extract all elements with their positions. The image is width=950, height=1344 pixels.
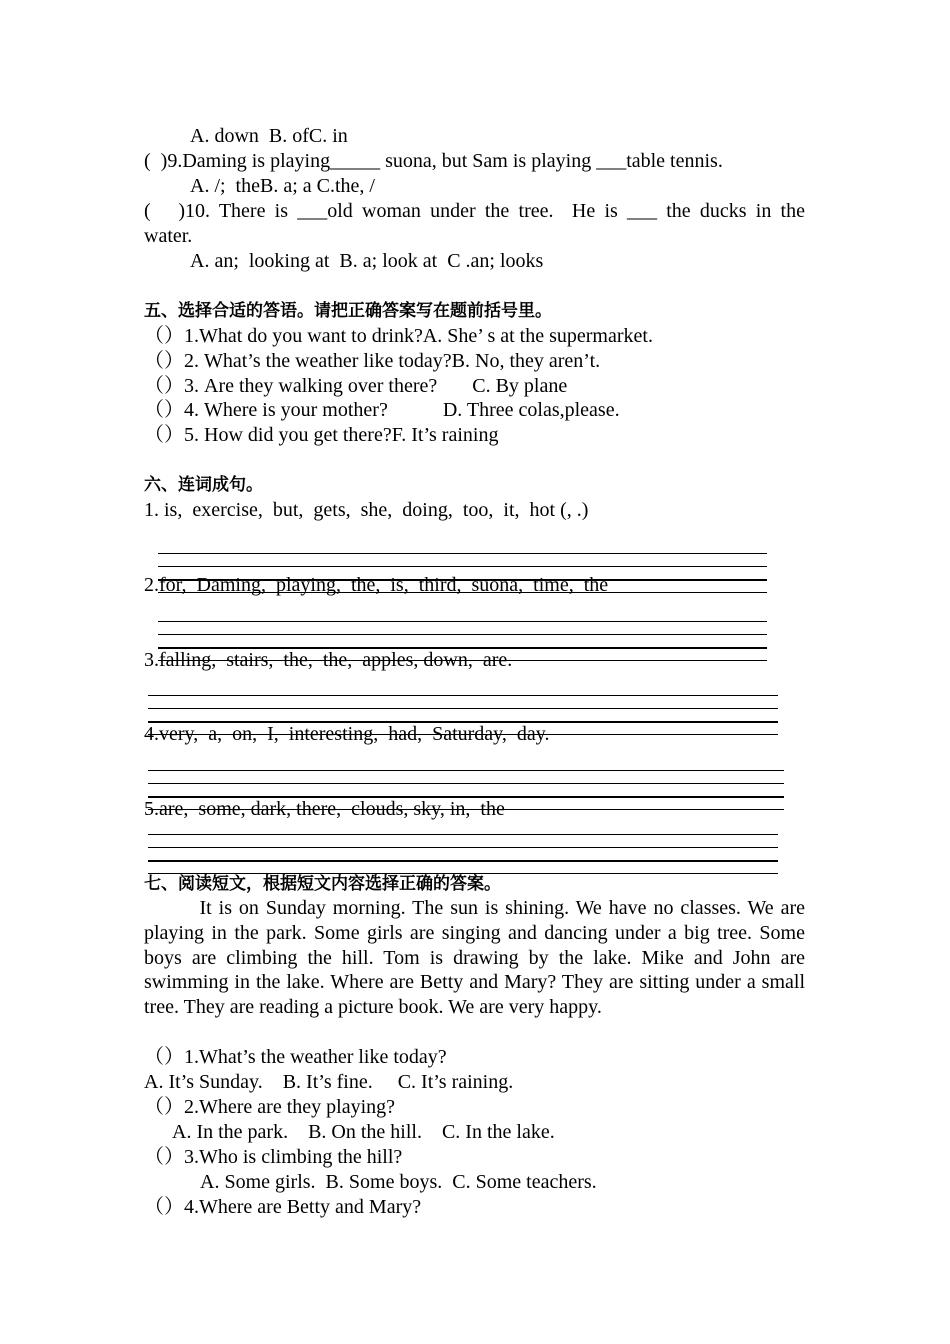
answer-line	[158, 634, 767, 635]
answer-line	[148, 708, 778, 709]
section6-item: 5.are, some, dark, there, clouds, sky, in, the	[144, 798, 505, 820]
section6-item: 3.falling, stairs, the, the, apples, down, are.	[144, 649, 513, 671]
section5-title: 五、选择合适的答语。请把正确答案写在题前括号里。	[144, 301, 552, 321]
section5-item: （）3. Are they walking over there? C. By plane	[144, 375, 568, 397]
answer-line	[158, 621, 767, 622]
reading-q1-options: A. It’s Sunday. B. It’s fine. C. It’s raining.	[144, 1071, 514, 1093]
reading-q1: （）1.What’s the weather like today?	[144, 1046, 447, 1068]
reading-q2-options: A. In the park. B. On the hill. C. In the lake.	[172, 1121, 555, 1143]
section5-item: （）4. Where is your mother? D. Three colas,please.	[144, 399, 620, 421]
answer-line	[158, 553, 767, 554]
q10-question-line1: ( )10. There is ___old woman under the tree. He is ___ the ducks in the	[144, 200, 805, 222]
section6-item: 2.for, Daming, playing, the, is, third, suona, time, the	[144, 574, 609, 596]
reading-q3: （）3.Who is climbing the hill?	[144, 1146, 403, 1168]
q8-options: A. down B. ofC. in	[190, 125, 348, 147]
reading-q2: （）2.Where are they playing?	[144, 1096, 396, 1118]
q10-options: A. an; looking at B. a; look at C .an; looks	[190, 250, 544, 272]
section6-item: 4.very, a, on, I, interesting, had, Saturday, day.	[144, 723, 550, 745]
reading-q3-options: A. Some girls. B. Some boys. C. Some teachers.	[200, 1171, 597, 1193]
answer-line	[148, 860, 778, 862]
answer-line	[158, 566, 767, 567]
answer-line	[148, 695, 778, 696]
reading-passage: It is on Sunday morning. The sun is shining. We have no classes. We are playing in the park. Some girls are singing and dancing under a big tree. Some boys are climbing the hill. Tom is drawing by the lake. Mike and John are swimming in the lake. Where are Betty and Mary? They are sitting under a small tree. They are reading a picture book. We are very happy.	[144, 897, 810, 1019]
answer-line	[148, 770, 784, 771]
q9-options: A. /; theB. a; a C.the, /	[190, 175, 375, 197]
section7-title: 七、阅读短文，根据短文内容选择正确的答案。	[144, 874, 501, 894]
answer-line	[148, 847, 778, 848]
answer-line	[148, 834, 778, 835]
q9-question: ( )9.Daming is playing_____ suona, but Sam is playing ___table tennis.	[144, 150, 723, 172]
section5-item: （）5. How did you get there?F. It’s raining	[144, 424, 499, 446]
reading-q4: （）4.Where are Betty and Mary?	[144, 1196, 422, 1218]
section5-item: （）1.What do you want to drink?A. She’ s at the supermarket.	[144, 325, 653, 347]
q10-question-line2: water.	[144, 225, 193, 247]
section6-title: 六、连词成句。	[144, 475, 263, 495]
answer-line	[148, 783, 784, 784]
section6-item: 1. is, exercise, but, gets, she, doing, too, it, hot (, .)	[144, 499, 589, 521]
section5-item: （）2. What’s the weather like today?B. No, they aren’t.	[144, 350, 601, 372]
